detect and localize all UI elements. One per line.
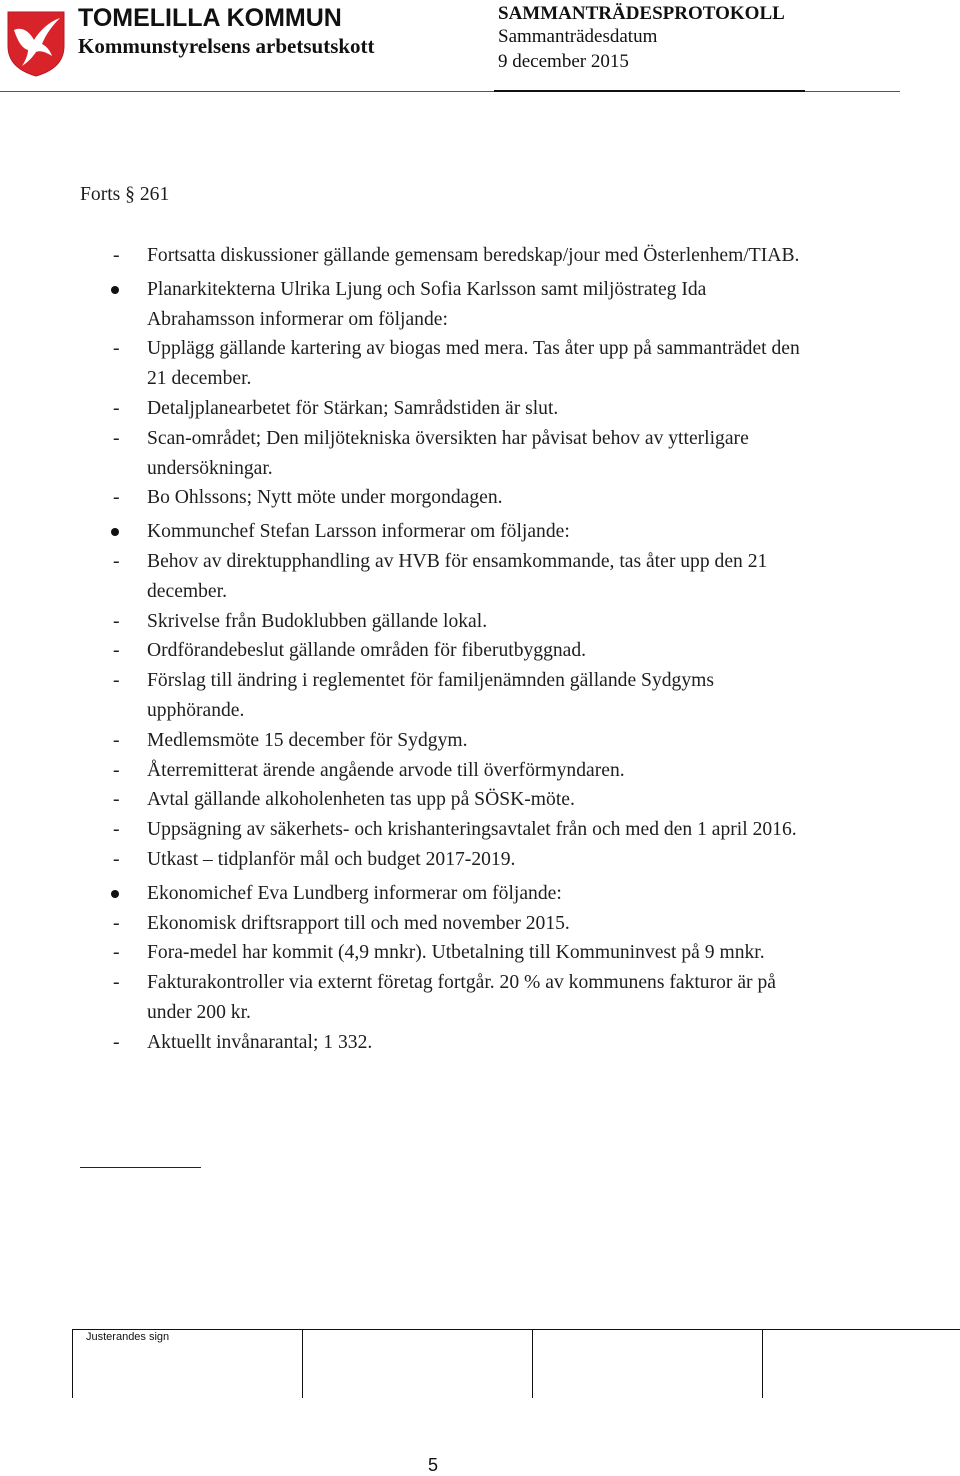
dash-item bbox=[80, 1028, 810, 1058]
organization-name: TOMELILLA KOMMUN bbox=[78, 4, 342, 32]
dash-item bbox=[80, 636, 810, 666]
dash-item bbox=[80, 909, 810, 939]
item-text: Återremitterat ärende angående arvode till överförmyndaren. bbox=[147, 759, 625, 781]
dash-item bbox=[80, 726, 810, 756]
item-text: Aktuellt invånarantal; 1 332. bbox=[147, 1031, 373, 1053]
item-text: Ekonomichef Eva Lundberg informerar om följande: bbox=[147, 882, 562, 904]
item-text: Fakturakontroller via externt företag fortgår. 20 % av kommunens fakturor är på under 200 kr. bbox=[147, 972, 776, 1023]
item-text: Detaljplanearbetet för Stärkan; Samrådstiden är slut. bbox=[147, 397, 559, 419]
signature-cell bbox=[532, 1330, 533, 1398]
dash-item bbox=[80, 845, 810, 875]
protocol-title: SAMMANTRÄDESPROTOKOLL bbox=[498, 3, 785, 24]
item-text: Behov av direktupphandling av HVB för ensamkommande, tas åter upp den 21 december. bbox=[147, 550, 768, 602]
dash-item bbox=[80, 394, 810, 424]
page-number: 5 bbox=[428, 1455, 439, 1475]
signature-cell bbox=[72, 1330, 73, 1398]
signature-cell bbox=[302, 1330, 303, 1398]
meeting-date: 9 december 2015 bbox=[498, 51, 629, 72]
signature-table bbox=[72, 1329, 960, 1398]
dash-item bbox=[80, 815, 810, 845]
item-text: Upplägg gällande kartering av biogas med mera. Tas åter upp på sammanträdet den 21 december. bbox=[147, 338, 800, 390]
coat-of-arms-icon bbox=[6, 10, 66, 78]
item-text: Bo Ohlssons; Nytt möte under morgondagen. bbox=[147, 487, 503, 509]
signature-cell bbox=[762, 1330, 763, 1398]
item-text: Uppsägning av säkerhets- och krishanteringsavtalet från och med den 1 april 2016. bbox=[147, 819, 797, 841]
item-text: Ekonomisk driftsrapport till och med november 2015. bbox=[147, 912, 570, 934]
item-text: Utkast – tidplanför mål och budget 2017-2019. bbox=[147, 848, 516, 870]
item-text: Medlemsmöte 15 december för Sydgym. bbox=[147, 729, 468, 751]
signature-label: Justerandes sign bbox=[86, 1331, 170, 1343]
item-text: Planarkitekterna Ulrika Ljung och Sofia Karlsson samt miljöstrateg Ida Abrahamsson informerar om följande: bbox=[147, 278, 707, 330]
item-text: Skrivelse från Budoklubben gällande lokal. bbox=[147, 610, 488, 632]
dash-item bbox=[80, 938, 810, 968]
item-text: Scan-området; Den miljötekniska översikten har påvisat behov av ytterligare undersökningar. bbox=[147, 427, 749, 479]
dash-item bbox=[80, 785, 810, 815]
committee-name: Kommunstyrelsens arbetsutskott bbox=[78, 34, 375, 58]
bullet-item bbox=[80, 275, 810, 335]
meeting-date-label: Sammanträdesdatum bbox=[498, 26, 658, 47]
header-divider-accent bbox=[494, 90, 805, 92]
dash-item bbox=[80, 424, 810, 484]
item-text: Fora-medel har kommit (4,9 mnkr). Utbetalning till Kommuninvest på 9 mnkr. bbox=[147, 942, 765, 964]
item-text: Kommunchef Stefan Larsson informerar om följande: bbox=[147, 521, 570, 543]
dash-item bbox=[80, 483, 810, 513]
document-body bbox=[80, 180, 810, 1058]
dash-item bbox=[80, 547, 810, 607]
bullet-item bbox=[80, 879, 810, 909]
dash-item bbox=[80, 968, 810, 1028]
document-header bbox=[0, 0, 960, 92]
dash-item bbox=[80, 607, 810, 637]
dash-item bbox=[80, 241, 810, 271]
dash-item bbox=[80, 756, 810, 786]
section-heading: Forts § 261 bbox=[80, 184, 170, 205]
item-text: Fortsatta diskussioner gällande gemensam beredskap/jour med Österlenhem/TIAB. bbox=[147, 245, 800, 266]
bullet-item bbox=[80, 517, 810, 547]
footnote-rule bbox=[80, 1167, 201, 1168]
dash-item bbox=[80, 334, 810, 394]
item-text: Förslag till ändring i reglementet för familjenämnden gällande Sydgyms upphörande. bbox=[147, 670, 714, 721]
dash-item bbox=[80, 666, 810, 726]
item-text: Ordförandebeslut gällande områden för fiberutbyggnad. bbox=[147, 640, 587, 662]
item-text: Avtal gällande alkoholenheten tas upp på SÖSK-möte. bbox=[147, 789, 575, 811]
item-list bbox=[80, 241, 810, 1058]
